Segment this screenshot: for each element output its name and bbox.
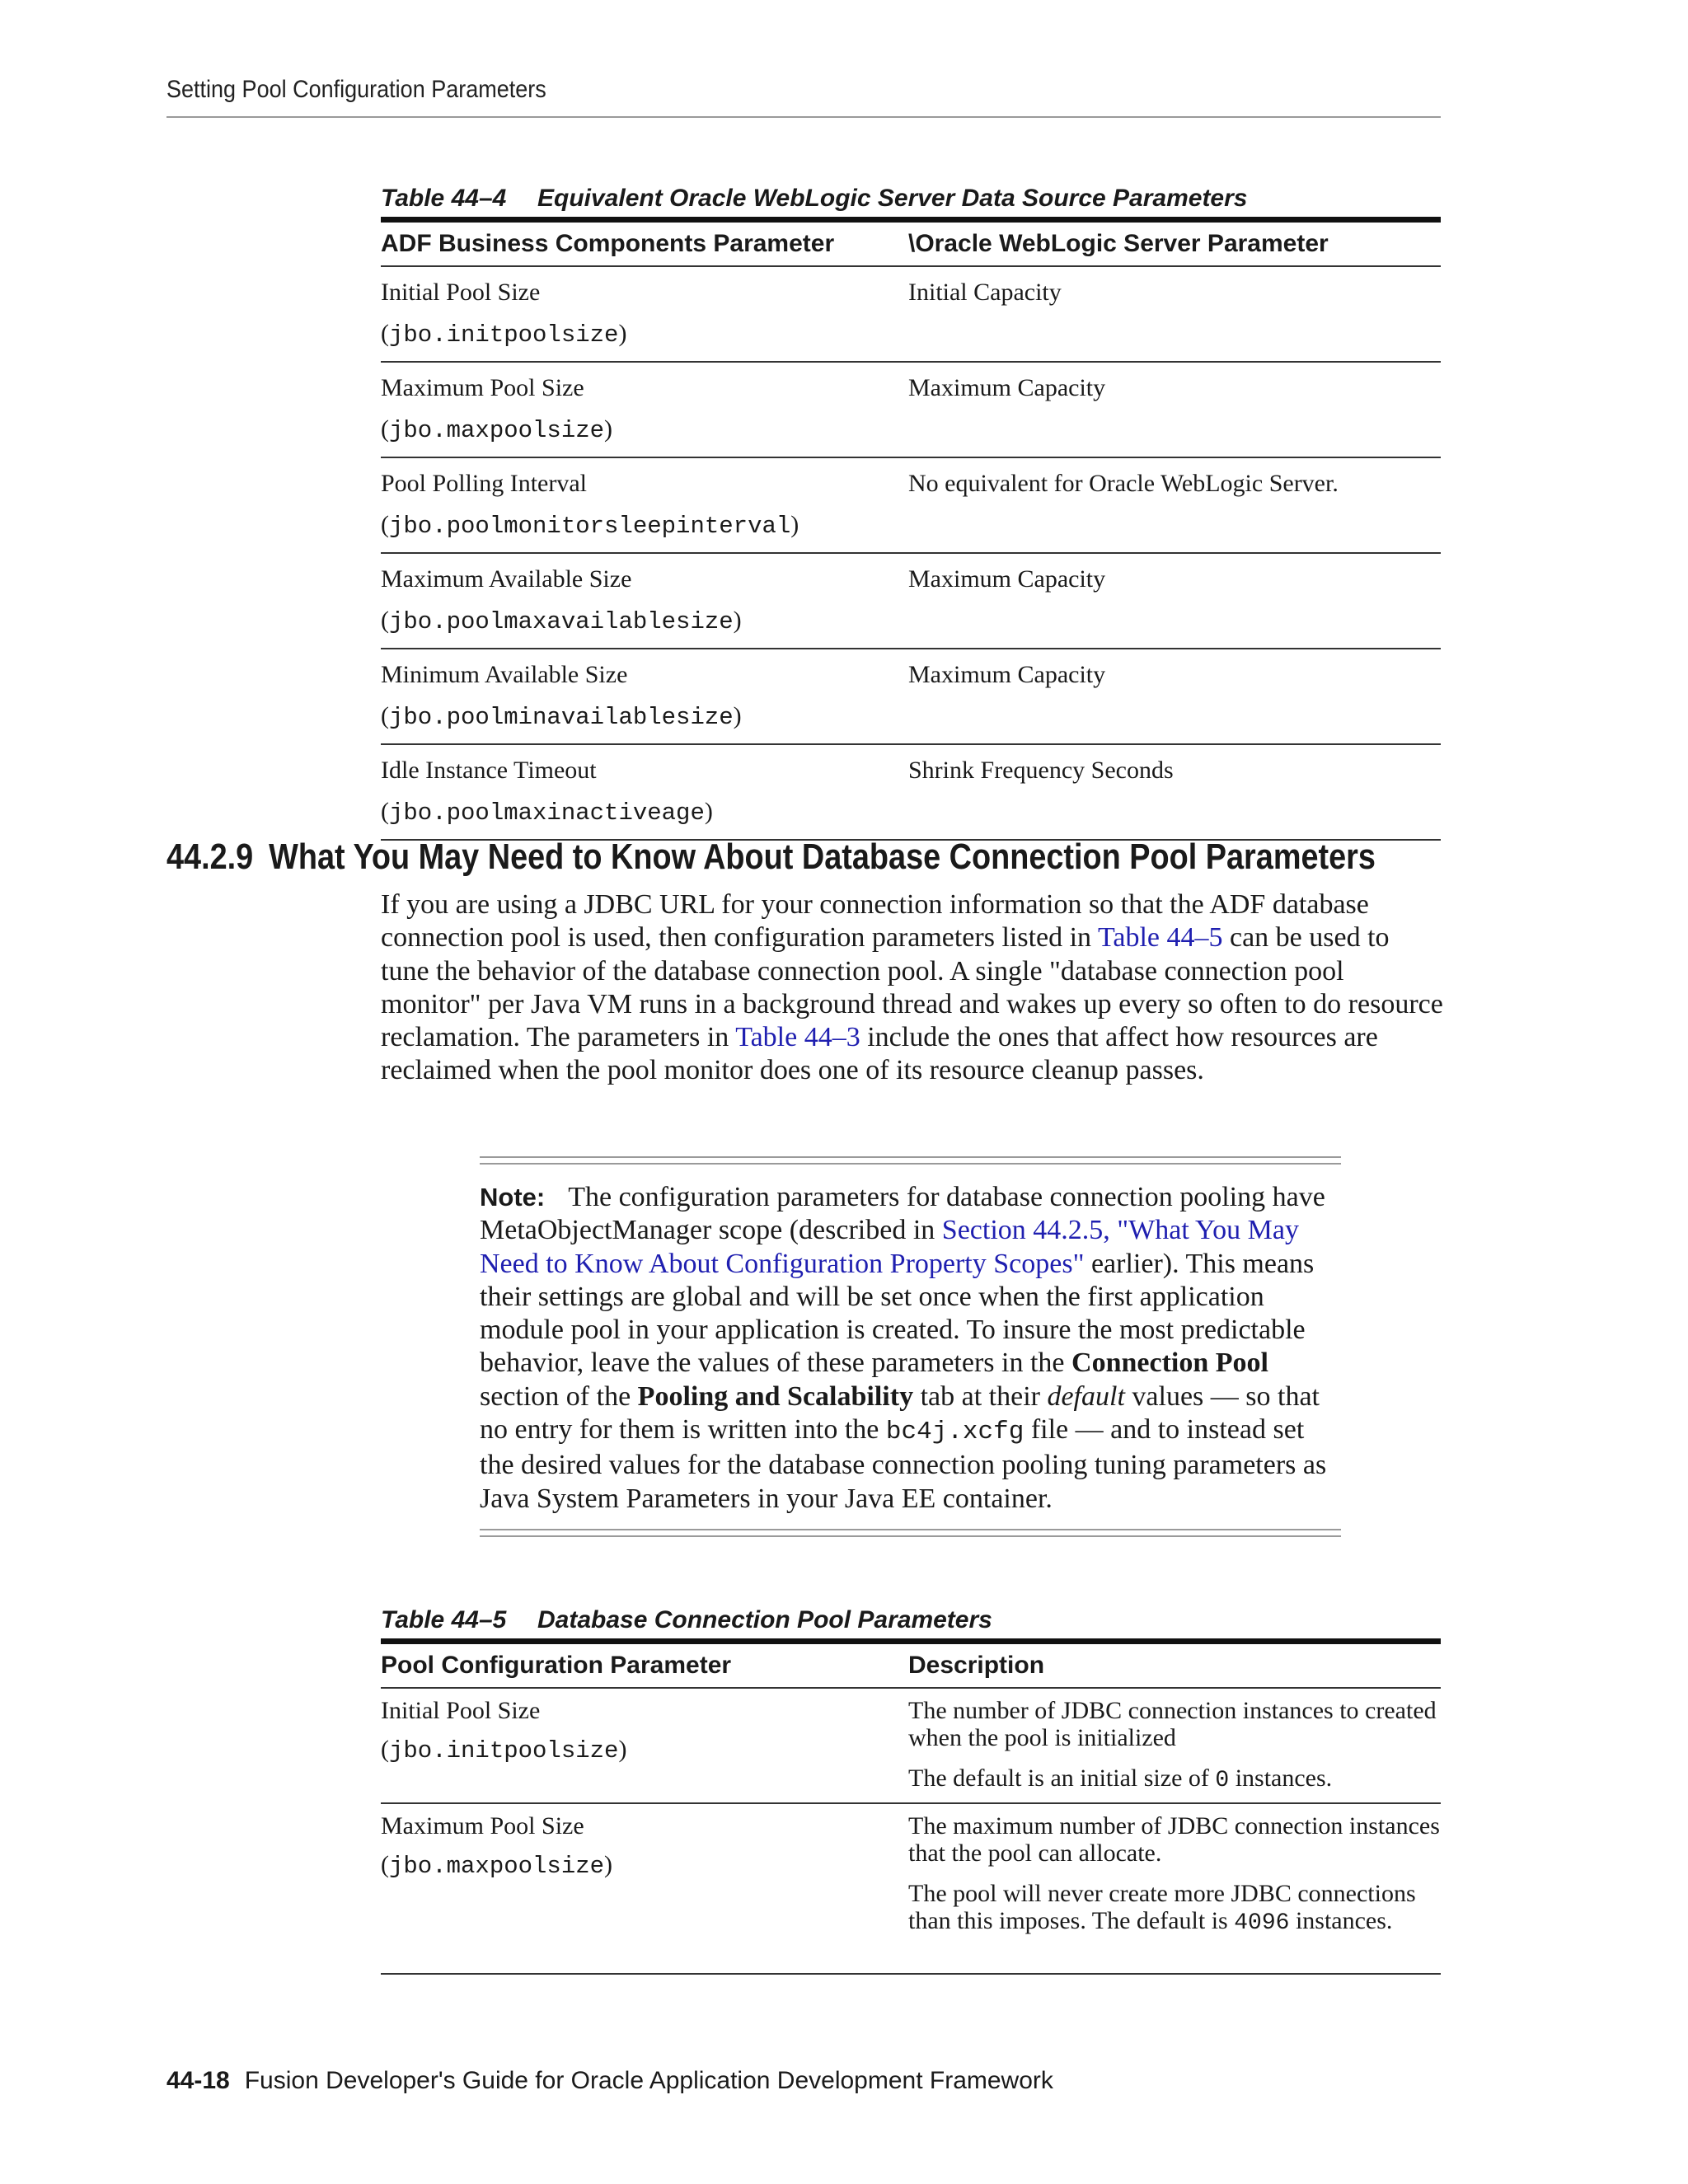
parameter-cell: Idle Instance Timeout (jbo.poolmaxinactiveage) xyxy=(381,744,908,840)
note-text: The configuration parameters for database connection pooling have MetaObjectManager scope (described in xyxy=(480,1182,1325,1246)
parameter-code: jbo.maxpoolsize xyxy=(389,417,605,444)
note-text: values — so that no entry for them is written into the xyxy=(480,1380,1320,1446)
table-44-5-link[interactable]: Table 44–5 xyxy=(1097,922,1223,954)
page-number: 44-18 xyxy=(166,2067,230,2094)
parameter-name: Pool Polling Interval xyxy=(381,470,587,497)
paragraph-text: can be used to tune the behavior of the database connection pool. A single "database connection pool monitor" per Java VM runs in a background thread and wakes up every so often to do resource reclamation. The parameters in xyxy=(381,922,1443,1053)
column-header: Pool Configuration Parameter xyxy=(381,1642,908,1689)
column-header: ADF Business Components Parameter xyxy=(381,220,908,267)
parameter-code: jbo.poolmaxavailablesize xyxy=(389,608,734,635)
section-number: 44.2.9 xyxy=(166,837,254,877)
description-cell xyxy=(908,1688,1441,1803)
data-table xyxy=(381,217,1441,841)
column-header: Description xyxy=(908,1642,1441,1689)
value-text: Maximum Capacity xyxy=(908,565,1106,593)
table-row xyxy=(381,266,1441,362)
note-bold-text: Pooling and Scalability xyxy=(637,1380,914,1412)
table-number: Table 44–5 xyxy=(381,1606,507,1633)
note-box xyxy=(480,1156,1341,1537)
value-cell xyxy=(908,362,1441,457)
value-text: Maximum Capacity xyxy=(908,374,1106,401)
parameter-cell: Maximum Pool Size (jbo.maxpoolsize) xyxy=(381,1803,908,1974)
parameter-cell: Initial Pool Size (jbo.initpoolsize) xyxy=(381,1688,908,1803)
table-44-5 xyxy=(381,1602,1441,1975)
parameter-cell: Maximum Available Size (jbo.poolmaxavailablesize) xyxy=(381,553,908,649)
section-44-2-5-link[interactable]: Section 44.2.5, "What You May Need to Know About Configuration Property Scopes" xyxy=(480,1215,1299,1279)
table-row xyxy=(381,649,1441,744)
note-label: Note: xyxy=(480,1183,546,1212)
table-caption xyxy=(381,1602,1441,1638)
parameter-code: jbo.maxpoolsize xyxy=(389,1853,605,1880)
table-title: Database Connection Pool Parameters xyxy=(537,1606,992,1633)
table-title: Equivalent Oracle WebLogic Server Data Source Parameters xyxy=(537,185,1248,212)
description-default: The default is an initial size of 0 instances. xyxy=(908,1765,1333,1793)
note-text: section of the xyxy=(480,1380,638,1412)
table-header-row xyxy=(381,1642,1441,1689)
description-default: The pool will never create more JDBC connections than this imposes. The default is 4096 instances. xyxy=(908,1880,1416,1936)
table-row xyxy=(381,553,1441,649)
value-text: Initial Capacity xyxy=(908,279,1062,306)
table-caption xyxy=(381,180,1441,217)
running-header: Setting Pool Configuration Parameters xyxy=(166,76,546,103)
default-value-code: 0 xyxy=(1215,1768,1230,1793)
section-heading xyxy=(166,837,1376,878)
parameter-code: jbo.initpoolsize xyxy=(389,321,619,349)
value-cell xyxy=(908,649,1441,744)
value-text: No equivalent for Oracle WebLogic Server. xyxy=(908,470,1339,497)
note-italic-text: default xyxy=(1047,1380,1125,1412)
parameter-code: jbo.poolmonitorsleepinterval xyxy=(389,513,791,540)
table-number: Table 44–4 xyxy=(381,185,507,212)
column-header: \Oracle WebLogic Server Parameter xyxy=(908,220,1441,267)
header-divider xyxy=(166,116,1441,118)
default-value-code: 4096 xyxy=(1234,1910,1290,1936)
body-paragraph xyxy=(381,888,1444,1088)
parameter-cell: Pool Polling Interval (jbo.poolmonitorsleepinterval) xyxy=(381,457,908,553)
table-row xyxy=(381,744,1441,840)
table-header-row xyxy=(381,220,1441,267)
section-title: What You May Need to Know About Database Connection Pool Parameters xyxy=(269,837,1376,877)
table-44-3-link[interactable]: Table 44–3 xyxy=(735,1022,860,1053)
parameter-cell: Initial Pool Size (jbo.initpoolsize) xyxy=(381,266,908,362)
value-cell xyxy=(908,553,1441,649)
data-table xyxy=(381,1638,1441,1975)
value-text: Shrink Frequency Seconds xyxy=(908,757,1174,784)
note-bold-text: Connection Pool xyxy=(1071,1347,1268,1379)
book-title: Fusion Developer's Guide for Oracle Application Development Framework xyxy=(244,2067,1053,2094)
table-44-4 xyxy=(381,180,1441,841)
parameter-name: Initial Pool Size xyxy=(381,1697,541,1724)
paragraph-text: include the ones that affect how resources are reclaimed when the pool monitor does one of its resource cleanup passes. xyxy=(381,1022,1378,1086)
parameter-name: Maximum Pool Size xyxy=(381,1812,584,1840)
parameter-code: jbo.initpoolsize xyxy=(389,1737,619,1765)
table-row xyxy=(381,362,1441,457)
note-text: file — and to instead set the desired values for the database connection pooling tuning parameters as Java System Parameters in your Java EE container. xyxy=(480,1414,1327,1514)
parameter-name: Maximum Pool Size xyxy=(381,374,584,401)
parameter-cell: Maximum Pool Size (jbo.maxpoolsize) xyxy=(381,362,908,457)
page-footer xyxy=(166,2067,1053,2095)
description-cell xyxy=(908,1803,1441,1974)
parameter-code: jbo.poolmaxinactiveage xyxy=(389,799,705,827)
table-row xyxy=(381,457,1441,553)
note-bottom-rule xyxy=(480,1529,1341,1537)
parameter-name: Initial Pool Size xyxy=(381,279,541,306)
note-top-rule xyxy=(480,1156,1341,1165)
value-cell xyxy=(908,457,1441,553)
note-code: bc4j.xcfg xyxy=(885,1418,1025,1447)
parameter-code: jbo.poolminavailablesize xyxy=(389,704,734,731)
note-body xyxy=(480,1165,1341,1529)
table-row xyxy=(381,1803,1441,1974)
value-text: Maximum Capacity xyxy=(908,661,1106,688)
description-text: The maximum number of JDBC connection instances that the pool can allocate. xyxy=(908,1812,1440,1867)
table-row xyxy=(381,1688,1441,1803)
parameter-name: Idle Instance Timeout xyxy=(381,757,597,784)
description-text: The number of JDBC connection instances to created when the pool is initialized xyxy=(908,1697,1437,1751)
note-text: earlier). This means their settings are global and will be set once when the first application module pool in your application is created. To insure the most predictable behavior, leave the values of these parameters in the xyxy=(480,1248,1315,1379)
parameter-name: Minimum Available Size xyxy=(381,661,628,688)
note-text: tab at their xyxy=(913,1380,1048,1412)
parameter-name: Maximum Available Size xyxy=(381,565,632,593)
parameter-cell: Minimum Available Size (jbo.poolminavailablesize) xyxy=(381,649,908,744)
paragraph-text: If you are using a JDBC URL for your connection information so that the ADF database connection pool is used, then configuration parameters listed in xyxy=(381,889,1369,954)
value-cell xyxy=(908,266,1441,362)
value-cell xyxy=(908,744,1441,840)
